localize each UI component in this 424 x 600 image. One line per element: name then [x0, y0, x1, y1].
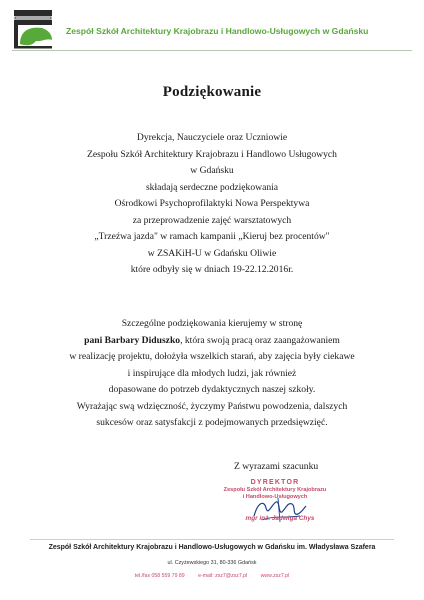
header-divider [12, 50, 412, 51]
thanks-line: które odbyły się w dniach 19-22.12.2016r. [130, 264, 294, 275]
honoree-text: , która swoją pracą oraz zaangażowaniem [180, 334, 340, 346]
stamp-line: i Handlowo-Usługowych [242, 494, 308, 500]
thanks-line: w ZSAKiH-U w Gdańsku Oliwie [147, 247, 277, 259]
special-thanks-intro: Szczególne podziękowania kierujemy w stronę [121, 318, 303, 329]
special-thanks-line: Wyrażając swą wdzięczność, życzymy Państwu powodzenia, dalszych [76, 400, 348, 412]
thanks-line: składają serdeczne podziękowania [145, 181, 279, 193]
thanks-line: Ośrodkowi Psychoprofilaktyki Nowa Perspektywa [114, 198, 310, 209]
letter-title: Podziękowanie [162, 84, 262, 100]
thanks-line: Dyrekcja, Nauczyciele oraz Uczniowie [136, 132, 288, 143]
header-school-name: Zespół Szkół Architektury Krajobrazu i Handlowo-Usługowych w Gdańsku [66, 26, 369, 36]
stamp-line: Zespołu Szkół Architektury Krajobrazu [223, 487, 327, 493]
thanks-line: w Gdańsku [190, 165, 234, 176]
footer-email: e-mail: zsz7@zsz7.pl [198, 573, 248, 579]
footer-contact [0, 573, 424, 579]
thanks-line: „Trzeźwa jazda" w ramach kampanii „Kieruj bez procentów" [94, 231, 330, 242]
books-and-leaf-logo [12, 8, 56, 50]
footer-address: ul. Czyżewskiego 31, 80-336 Gdańsk [167, 560, 257, 566]
director-name: mgr inż. Jadwiga Chys [245, 515, 315, 522]
footer-phone: tel./fax 058 559 79 89 [134, 573, 185, 579]
thanks-line: za przeprowadzenie zajęć warsztatowych [132, 214, 292, 226]
special-thanks-line: sukcesów oraz satysfakcji z podejmowanych przedsięwzięć. [96, 417, 328, 428]
footer-website: www.zsz7.pl [260, 573, 290, 579]
thanks-paragraph [30, 130, 394, 279]
honoree-name: pani Barbary Diduszko [84, 334, 181, 346]
special-thanks-name-line [30, 333, 394, 350]
footer-divider [30, 539, 394, 540]
stamp-title: DYREKTOR [250, 479, 300, 486]
special-thanks-paragraph [30, 316, 394, 432]
special-thanks-line: w realizację projektu, dołożyła wszelkich starań, aby zajęcia były ciekawe [69, 351, 355, 362]
special-thanks-line: i inspirujące dla młodych ludzi, jak również [127, 367, 297, 379]
footer-school-name: Zespół Szkół Architektury Krajobrazu i Handlowo-Usługowych w Gdańsku im. Władysława Szafera [48, 544, 376, 551]
special-thanks-line: dopasowane do potrzeb dydaktycznych naszej szkoły. [108, 384, 316, 395]
closing-salutation: Z wyrazami szacunku [234, 461, 319, 472]
thanks-line: Zespołu Szkół Architektury Krajobrazu i Handlowo Usługowych [87, 148, 337, 160]
